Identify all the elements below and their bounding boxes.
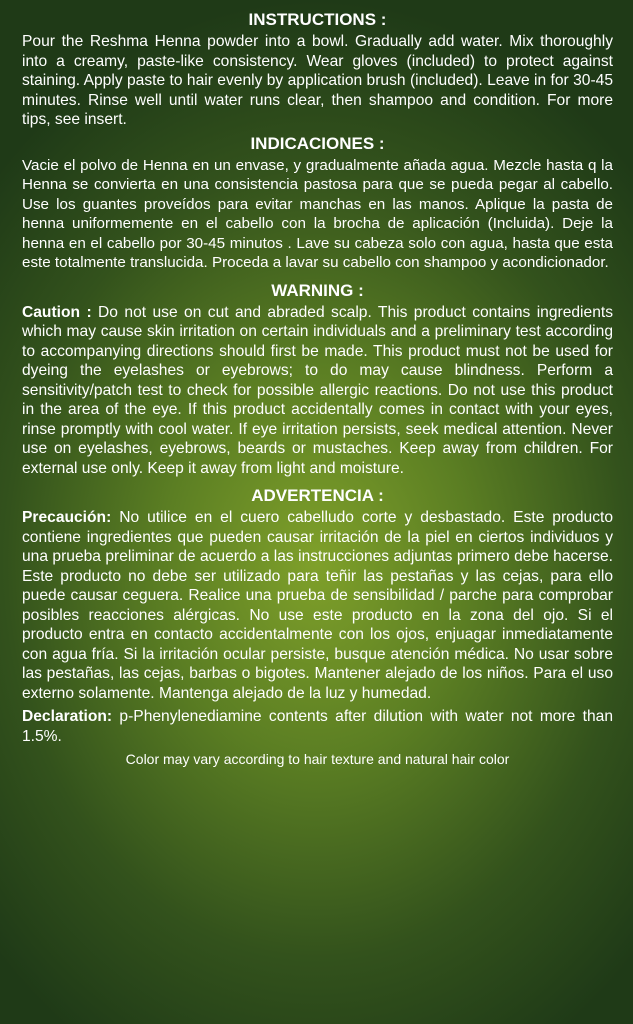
warning-paragraph — [22, 303, 613, 479]
precaucion-label: Precaución: — [22, 509, 112, 526]
instructions-heading: INSTRUCTIONS : — [248, 10, 387, 29]
indicaciones-text: Vacie el polvo de Henna en un envase, y gradualmente añada agua. Mezcle hasta q la Henna se convierta en una consistencia pastosa para que se pueda pegar al cabello. Use los guantes proveídos para evitar manchas en las manos. Aplique la pasta de henna uniformemente en el cabello con la brocha de aplicación (Incluida). Deje la henna en el cabello por 30-45 minutos . Lave su cabeza solo con agua, hasta que esta este totalmente translucida. Proceda a lavar su cabello con shampoo y acondicionador. — [22, 156, 613, 271]
instructions-text: Pour the Reshma Henna powder into a bowl. Gradually add water. Mix thoroughly into a creamy, paste-like consistency. Wear gloves (included) to protect against staining. Apply paste to hair evenly by application brush (included). Leave in for 30-45 minutes. Rinse well until water runs clear, then shampoo and condition. For more tips, see insert. — [22, 33, 613, 128]
advertencia-paragraph — [22, 508, 613, 703]
caution-label: Caution : — [22, 303, 92, 321]
advertencia-heading: ADVERTENCIA : — [251, 486, 384, 505]
declaration-text: p-Phenylenediamine contents after dilution with water not more than 1.5%. — [22, 708, 613, 745]
warning-heading: WARNING : — [271, 280, 364, 300]
indicaciones-heading: INDICACIONES : — [250, 133, 385, 153]
declaration-label: Declaration: — [22, 708, 113, 725]
color-variation-note: Color may vary according to hair texture and natural hair color — [125, 751, 510, 767]
caution-text: Do not use on cut and abraded scalp. This product contains ingredients which may cause skin irritation on certain individuals and a preliminary test according to accompanying directions should first be made. This product must not be used for dyeing the eyelashes or eyebrows; to do may cause blindness. Perform a sensitivity/patch test to check for possible allergic reactions. Do not use this product in the area of the eye. If this product accidentally comes in contact with your eyes, rinse promptly with cool water. If eye irritation persists, seek medical attention. Never use on eyelashes, eyebrows, beards or mustaches. Keep away from children. For external use only. Keep it away from light and moisture. — [22, 303, 613, 477]
declaration-paragraph — [22, 707, 613, 746]
precaucion-text: No utilice en el cuero cabelludo corte y desbastado. Este producto contiene ingredientes que pueden causar irritación de la piel en ciertos individuos y una prueba preliminar de acuerdo a las instrucciones adjuntas primero debe hacerse. Este producto no debe ser utilizado para teñir las pestañas y las cejas, para ello puede causar ceguera. Realice una prueba de sensibilidad / parche para comprobar posibles reacciones alérgicas. No use este producto en la zona del ojo. Si el producto entra en contacto accidentalmente con los ojos, enjuagar inmediatamente con agua fría. Si la irritación ocular persiste, busque atención médica. No usar sobre las pestañas, las cejas, barbas o bigotes. Mantener alejado de los niños. Para el uso externo solamente. Mantenga alejado de la luz y humedad. — [22, 509, 613, 702]
